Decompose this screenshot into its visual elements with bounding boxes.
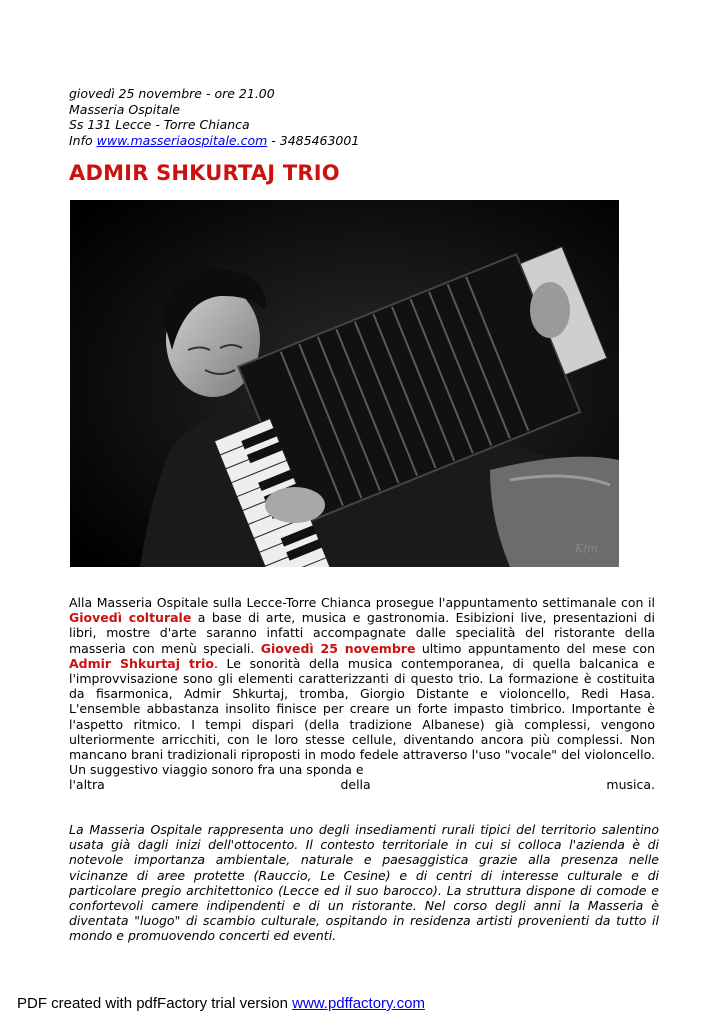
event-address: Ss 131 Lecce - Torre Chianca: [69, 117, 250, 132]
footer-text: PDF created with pdfFactory trial version: [17, 995, 288, 1012]
body-last-line: [69, 777, 655, 792]
body-text-4: . Le sonorità della musica contemporanea, di quella balcanica e l'improvvisazione sono gli elementi caratterizzanti di questo trio. La formazione è costituita da fisarmonica, Admir Shkurtaj, tromba, Giorgio Distante e violoncello, Redi Hasa. L'ensemble abbastanza insolito finisce per creare un forte impasto timbrico. Importante è l'aspetto ritmico. I tempi dispari (della tradizione Albanese) già complessi, vengono ulteriormente arricchiti, con le loro stesse cellule, diventando ancora più complessi. Non mancano brani tradizionali riproposti in modo fedele attraverso l'uso "vocale" del violoncello. Un suggestivo viaggio sonoro fra una sponda e: [69, 655, 655, 778]
event-contact: [69, 133, 359, 149]
info-label: Info: [69, 132, 93, 148]
event-title: ADMIR SHKURTAJ TRIO: [69, 161, 340, 185]
highlight-trio-name: Admir Shkurtaj trio: [69, 655, 214, 671]
photo-signature: Kfm: [575, 542, 598, 555]
body-last-word-3: musica.: [606, 777, 655, 793]
highlight-giovedi-colturale: Giovedì colturale: [69, 610, 192, 626]
body-last-word-2: della: [340, 777, 371, 793]
article-body: [69, 595, 655, 793]
performer-photo: [70, 200, 619, 567]
body-text-3: ultimo appuntamento del mese con: [415, 640, 656, 656]
event-info: [69, 86, 359, 148]
body-text-1: Alla Masseria Ospitale sulla Lecce-Torre Chianca prosegue l'appuntamento settimanale con il: [69, 595, 655, 610]
website-link[interactable]: www.masseriaospitale.com: [96, 132, 268, 148]
highlight-date: Giovedì 25 novembre: [260, 640, 416, 656]
event-date-time: giovedì 25 novembre - ore 21.00: [69, 86, 275, 101]
phone-number: - 3485463001: [271, 132, 360, 148]
masseria-description: La Masseria Ospitale rappresenta uno degli insediamenti rurali tipici del territorio salentino usata già dagli inizi dell'ottocento. Il contesto territoriale in cui si colloca l'azienda è di notevole importanza ambientale, naturale e paesaggistica grazie alla presenza nelle vicinanze di aree protette (Rauccio, Le Cesine) e di centri di interesse culturale e di particolare pregio architettonico (Lecce ed il suo barocco). La struttura dispone di comode e confortevoli camere indipendenti e di un ristorante. Nel corso degli anni la Masseria è diventata "luogo" di scambio culturale, ospitando in residenza artisti provenienti da tutto il mondo e promuovendo concerti ed eventi.: [69, 822, 659, 944]
accordion-player-image: [70, 200, 619, 567]
pdf-footer: [17, 995, 425, 1012]
body-last-word-1: l'altra: [69, 777, 105, 793]
body-text-2: a base di arte, musica e gastronomia. Esibizioni live, presentazioni di libri, mostre d'arte saranno infatti accompagnate dalle specialità del ristorante della masseria con menù speciali.: [69, 610, 655, 656]
event-venue: Masseria Ospitale: [69, 101, 180, 117]
pdffactory-link[interactable]: www.pdffactory.com: [292, 995, 425, 1012]
